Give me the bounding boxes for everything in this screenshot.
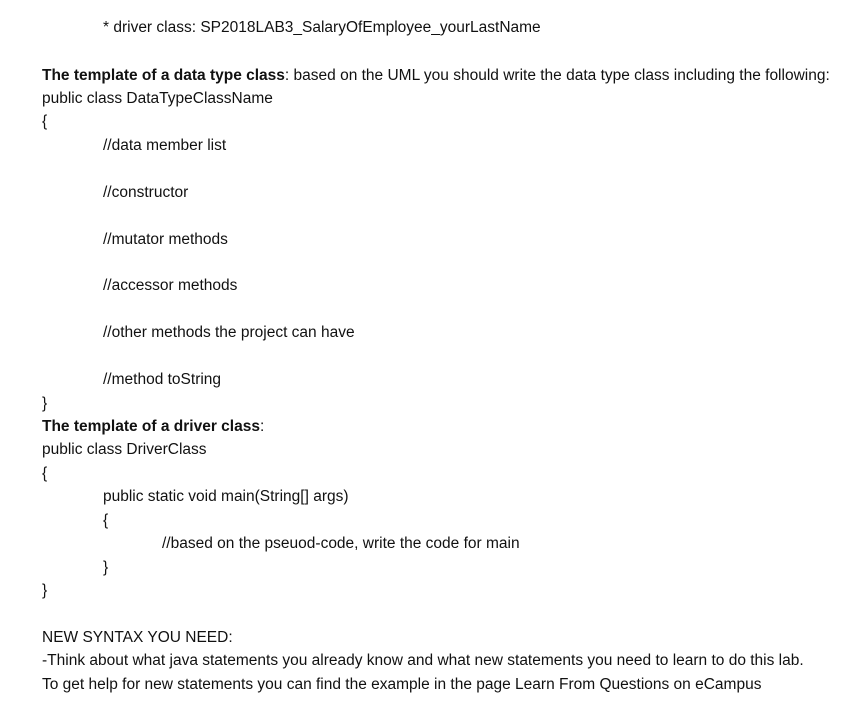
comment-mutator-methods: //mutator methods — [103, 231, 228, 248]
comment-method-tostring: //method toString — [103, 371, 222, 388]
data-type-template-heading-rest: : based on the UML you should write the data type class including the following: — [284, 67, 830, 84]
comment-accessor-methods: //accessor methods — [103, 277, 238, 294]
driver-close-brace: } — [42, 582, 48, 599]
comment-other-methods: //other methods the project can have — [103, 324, 355, 341]
driver-class-line: * driver class: SP2018LAB3_SalaryOfEmployee_yourLastName — [103, 19, 541, 36]
data-type-template-heading — [42, 67, 830, 85]
new-syntax-heading: NEW SYNTAX YOU NEED: — [42, 629, 233, 646]
data-type-template-heading-bold: The template of a data type class — [42, 67, 285, 84]
main-method-decl: public static void main(String[] args) — [103, 488, 349, 505]
main-open-brace: { — [103, 512, 109, 529]
new-syntax-line-2: To get help for new statements you can find the example in the page Learn From Questions on eCampus — [42, 676, 762, 693]
driver-template-heading-rest: : — [259, 418, 265, 435]
data-type-class-decl: public class DataTypeClassName — [42, 90, 273, 107]
main-comment: //based on the pseuod-code, write the code for main — [162, 535, 520, 552]
driver-class-decl: public class DriverClass — [42, 441, 207, 458]
new-syntax-line-1: -Think about what java statements you already know and what new statements you need to learn to do this lab. — [42, 652, 804, 669]
comment-data-member-list: //data member list — [103, 137, 227, 154]
comment-constructor: //constructor — [103, 184, 189, 201]
data-type-close-brace: } — [42, 395, 48, 412]
main-close-brace: } — [103, 559, 109, 576]
driver-template-heading-bold: The template of a driver class — [42, 418, 260, 435]
data-type-open-brace: { — [42, 113, 48, 130]
driver-template-heading — [42, 418, 264, 436]
driver-open-brace: { — [42, 465, 48, 482]
